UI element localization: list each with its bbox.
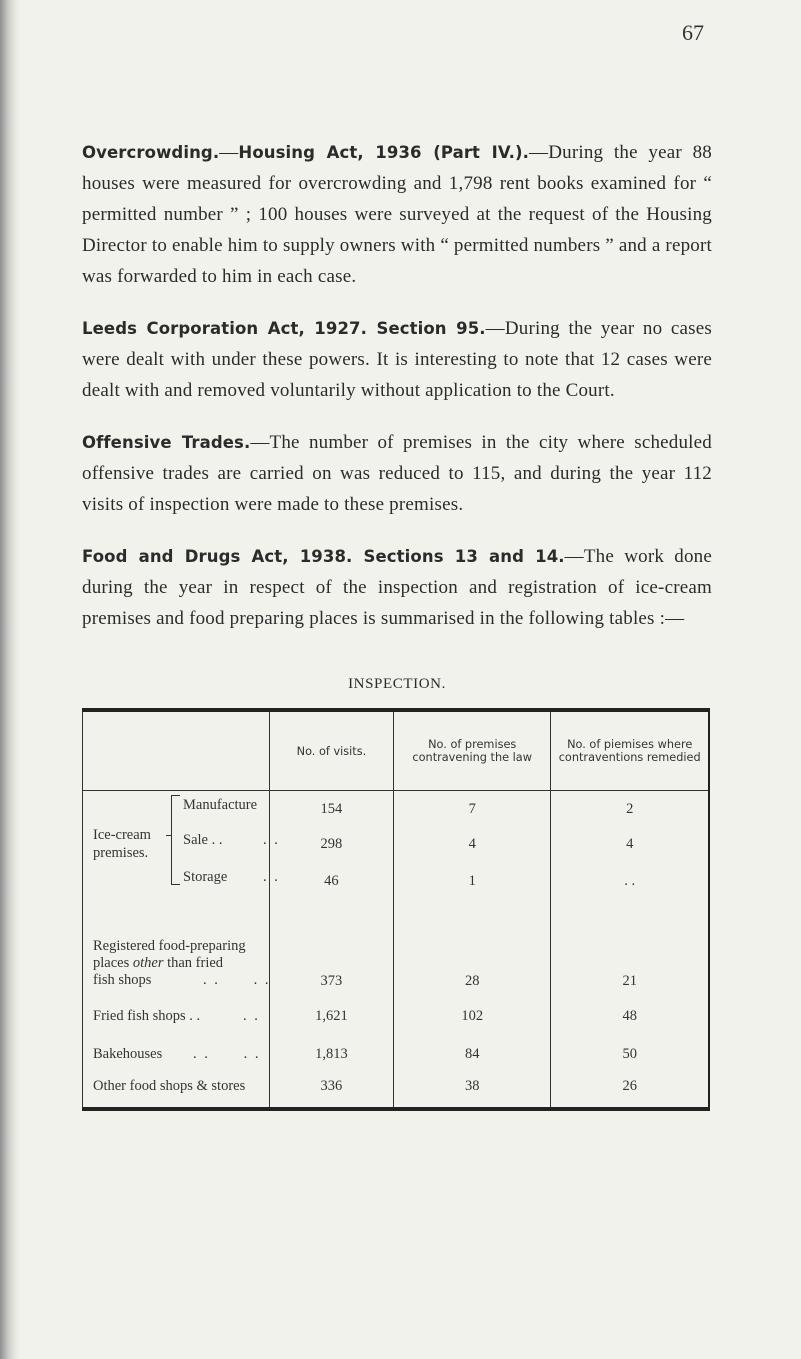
registered-line2-italic: other xyxy=(132,955,164,971)
contravening-sale: 4 xyxy=(468,836,476,852)
ice-cream-remedied-cell xyxy=(551,791,709,928)
heading-overcrowding: Overcrowding. xyxy=(82,143,220,162)
paragraph-leeds-corporation xyxy=(82,313,712,406)
storage-label-text: Storage xyxy=(183,869,228,885)
ice-cream-label-cell xyxy=(83,791,280,928)
table-header-row xyxy=(83,710,710,791)
contravening-storage: 1 xyxy=(468,873,476,889)
ice-cream-group xyxy=(83,791,280,927)
registered-visits: 373 xyxy=(269,927,393,993)
brace-tip xyxy=(166,835,172,836)
registered-line2-suffix: than fried xyxy=(163,955,224,971)
other-food-shops-visits: 336 xyxy=(269,1069,393,1109)
inspection-table xyxy=(82,708,710,1111)
other-food-shops-label-cell xyxy=(83,1069,270,1109)
fried-fish-remedied: 48 xyxy=(551,993,709,1031)
page-content xyxy=(82,137,712,1111)
fried-fish-label: Fried fish shops . . xyxy=(93,1008,201,1024)
paragraph-body: —During the year no cases were dealt with under these powers. It is interesting to note that 12 cases were dealt with and removed voluntarily without application to the Court. xyxy=(82,318,713,401)
visits-sale: 298 xyxy=(320,836,343,852)
paragraph-body: —During the year 88 houses were measured for overcrowding and 1,798 rent books examined for “ permitted number ” ; 100 houses were surveyed at the request of the Housing Director to enable him to supply owners with “ permitted numbers ” and a report was forwarded to him in each case. xyxy=(82,142,712,287)
remedied-manufacture: 2 xyxy=(626,801,634,817)
registered-line1: Registered food-preparing xyxy=(93,938,246,954)
remedied-sale: 4 xyxy=(626,836,634,852)
bakehouses-label: Bakehouses xyxy=(93,1046,163,1062)
ice-cream-premises-label xyxy=(93,826,151,862)
heading-food-and-drugs-act: Food and Drugs Act, 1938. Sections 13 and 14. xyxy=(82,547,565,566)
page-number: 67 xyxy=(682,20,704,45)
remedied-storage: . . xyxy=(624,873,636,889)
registered-label-cell xyxy=(83,927,270,993)
fried-fish-visits: 1,621 xyxy=(269,993,393,1031)
visits-storage: 46 xyxy=(324,873,339,889)
header-label-column xyxy=(83,710,270,791)
heading-offensive-trades: Offensive Trades. xyxy=(82,433,251,452)
header-visits: No. of visits. xyxy=(269,710,393,791)
ice-cream-label-line1: Ice-cream xyxy=(93,827,151,843)
other-food-shops-label: Other food shops & stores xyxy=(93,1078,246,1094)
table-row-other-food-shops xyxy=(83,1069,710,1109)
heading-leeds-corporation-act: Leeds Corporation Act, 1927. Section 95. xyxy=(82,319,486,338)
storage-leader-dots: . . xyxy=(263,869,280,885)
brace-bracket xyxy=(171,795,180,885)
heading-housing-act: Housing Act, 1936 (Part IV.). xyxy=(238,143,529,162)
heading-dash: — xyxy=(219,142,239,163)
contravening-manufacture: 7 xyxy=(468,801,476,817)
ice-cream-label-line2: premises. xyxy=(93,845,149,861)
paragraph-offensive-trades xyxy=(82,427,712,520)
sub-label-storage xyxy=(183,869,280,886)
paragraph-body: —The number of premises in the city where scheduled offensive trades are carried on was reduced to 115, and during the year 112 visits of inspection were made to these premises. xyxy=(82,432,712,515)
table-row-fried-fish xyxy=(83,993,710,1031)
table-row-bakehouses xyxy=(83,1031,710,1069)
header-remedied: No. of piemises where contraventions remedied xyxy=(551,710,709,791)
registered-line3-text: fish shops xyxy=(93,972,152,988)
table-title: INSPECTION. xyxy=(348,676,446,692)
registered-line3 xyxy=(93,972,271,989)
bakehouses-contravening: 84 xyxy=(394,1031,551,1069)
paragraph-overcrowding xyxy=(82,137,712,292)
paragraph-food-and-drugs xyxy=(82,541,712,634)
fried-fish-label-cell xyxy=(83,993,270,1031)
visits-manufacture: 154 xyxy=(320,801,343,817)
sub-label-manufacture: Manufacture xyxy=(183,797,258,813)
paragraph-body: —The work done during the year in respect of the inspection and registration of ice-cream premises and food preparing places is summarised in the following tables :— xyxy=(82,546,712,629)
bakehouses-label-cell xyxy=(83,1031,270,1069)
sale-label-text: Sale . . xyxy=(183,832,223,848)
sub-label-sale xyxy=(183,832,280,849)
ice-cream-visits-cell xyxy=(269,791,393,928)
bakehouses-visits: 1,813 xyxy=(269,1031,393,1069)
registered-leader-dots: . . . . xyxy=(203,972,271,988)
registered-line2 xyxy=(93,955,261,972)
registered-line2-prefix: places xyxy=(93,955,133,971)
fried-fish-leader-dots: . . xyxy=(243,1008,260,1024)
table-row-ice-cream xyxy=(83,791,710,928)
bakehouses-remedied: 50 xyxy=(551,1031,709,1069)
other-food-shops-contravening: 38 xyxy=(394,1069,551,1109)
fried-fish-contravening: 102 xyxy=(394,993,551,1031)
page-binding-edge xyxy=(0,0,20,1359)
other-food-shops-remedied: 26 xyxy=(551,1069,709,1109)
ice-cream-contravening-cell xyxy=(394,791,551,928)
bakehouses-leader-dots: . . . . xyxy=(193,1046,261,1062)
registered-contravening: 28 xyxy=(394,927,551,993)
sale-leader-dots: . . xyxy=(263,832,280,848)
header-contravening: No. of premises contravening the law xyxy=(394,710,551,791)
table-row-registered xyxy=(83,927,710,993)
registered-remedied: 21 xyxy=(551,927,709,993)
